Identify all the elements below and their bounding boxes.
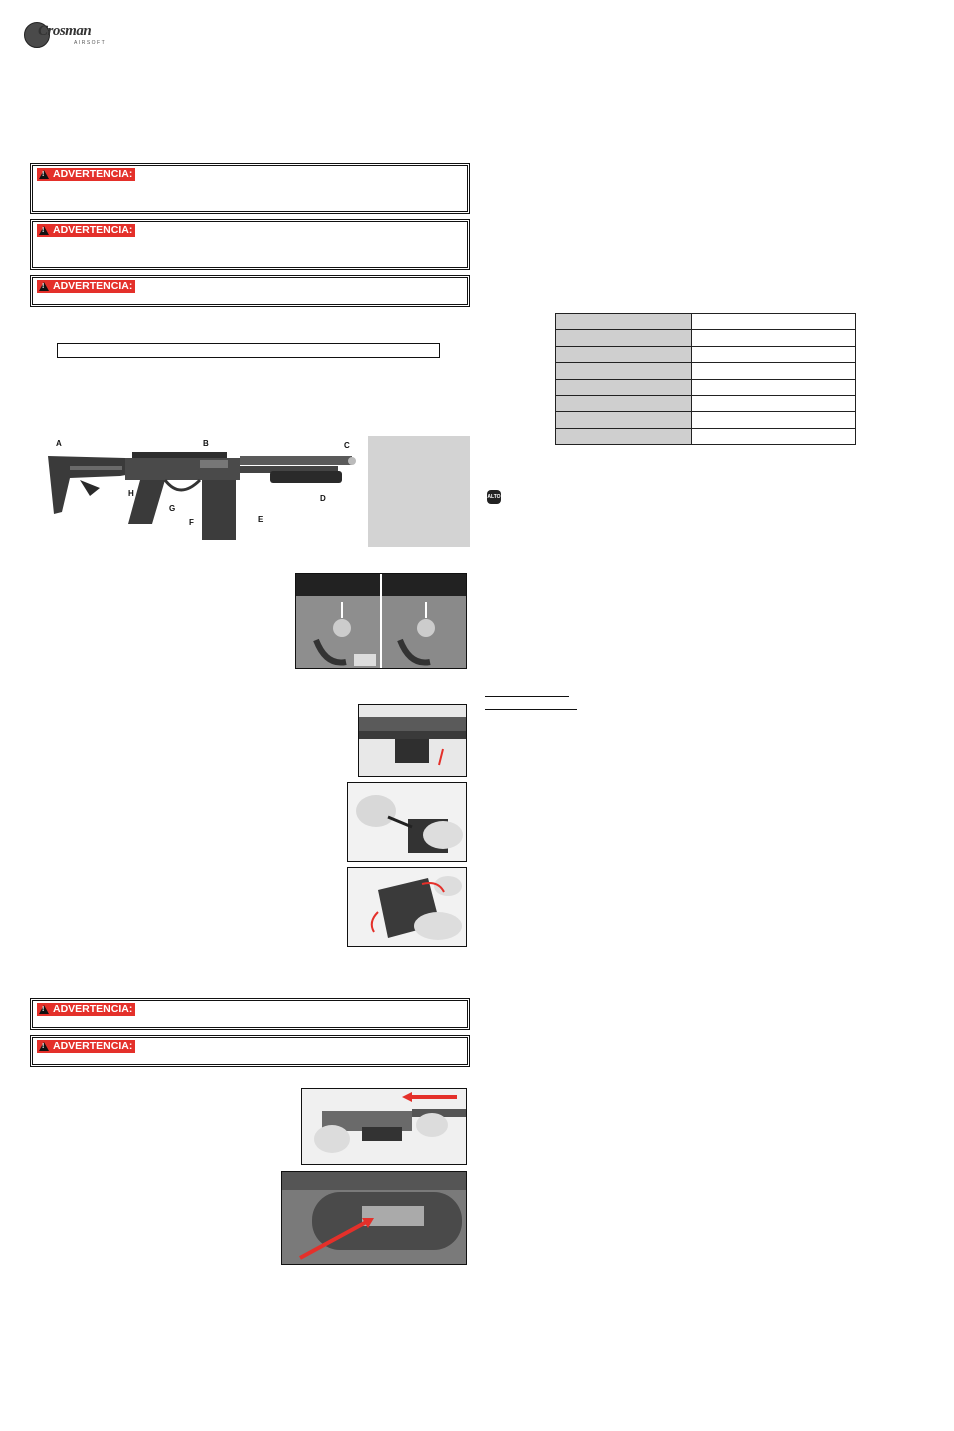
callout-a: A bbox=[56, 439, 62, 448]
diagram-side-panel bbox=[368, 436, 470, 547]
table-row bbox=[556, 428, 856, 444]
warning-box-2 bbox=[30, 219, 470, 270]
table-row bbox=[556, 363, 856, 379]
table-row bbox=[556, 314, 856, 330]
crosman-logo bbox=[24, 22, 108, 48]
magazine-winding-photo bbox=[347, 867, 467, 947]
magazine-release-photo bbox=[358, 704, 467, 777]
warning-label: ! ADVERTENCIA: bbox=[37, 1003, 135, 1016]
magazine-loading-illustration bbox=[348, 783, 467, 862]
table-row bbox=[556, 395, 856, 411]
ejection-port-photo bbox=[281, 1171, 467, 1265]
magazine-winding-illustration bbox=[348, 868, 467, 947]
warning-icon bbox=[39, 226, 49, 235]
heading-underline bbox=[485, 709, 577, 710]
callout-e: E bbox=[258, 515, 264, 524]
ejection-port-illustration bbox=[282, 1172, 467, 1265]
warning-icon bbox=[39, 1005, 49, 1014]
table-row bbox=[556, 330, 856, 346]
callout-f: F bbox=[189, 518, 194, 527]
warning-box-4 bbox=[30, 998, 470, 1030]
warning-label: ! ADVERTENCIA: bbox=[37, 280, 135, 293]
warning-label: ! ADVERTENCIA: bbox=[37, 168, 135, 181]
warning-icon bbox=[39, 282, 49, 291]
pump-action-photo bbox=[301, 1088, 467, 1165]
safety-photo bbox=[295, 573, 467, 669]
stop-icon-label: ALTO bbox=[487, 494, 501, 500]
warning-icon bbox=[39, 170, 49, 179]
warning-box-5 bbox=[30, 1035, 470, 1067]
stop-icon bbox=[487, 490, 501, 504]
magazine-release-illustration bbox=[359, 705, 467, 777]
table-row bbox=[556, 412, 856, 428]
pump-action-illustration bbox=[302, 1089, 467, 1165]
warning-box-3 bbox=[30, 275, 470, 307]
logo-brand-name: Crosman bbox=[38, 23, 92, 39]
callout-d: D bbox=[320, 494, 326, 503]
warning-icon bbox=[39, 1042, 49, 1051]
warning-box-1 bbox=[30, 163, 470, 214]
callout-h: H bbox=[128, 489, 134, 498]
table-row bbox=[556, 346, 856, 362]
heading-underline bbox=[485, 696, 569, 697]
safety-switch-illustration bbox=[296, 596, 467, 669]
logo-sub-text: AIRSOFT bbox=[74, 40, 107, 46]
callout-c: C bbox=[344, 441, 350, 450]
gun-illustration bbox=[40, 436, 360, 548]
magazine-loading-photo bbox=[347, 782, 467, 862]
callout-b: B bbox=[203, 439, 209, 448]
callout-g: G bbox=[169, 504, 176, 513]
warning-label: ! ADVERTENCIA: bbox=[37, 224, 135, 237]
gun-diagram bbox=[40, 436, 360, 548]
note-box bbox=[57, 343, 440, 358]
warning-label: ! ADVERTENCIA: bbox=[37, 1040, 135, 1053]
table-row bbox=[556, 379, 856, 395]
specifications-table bbox=[555, 313, 856, 445]
